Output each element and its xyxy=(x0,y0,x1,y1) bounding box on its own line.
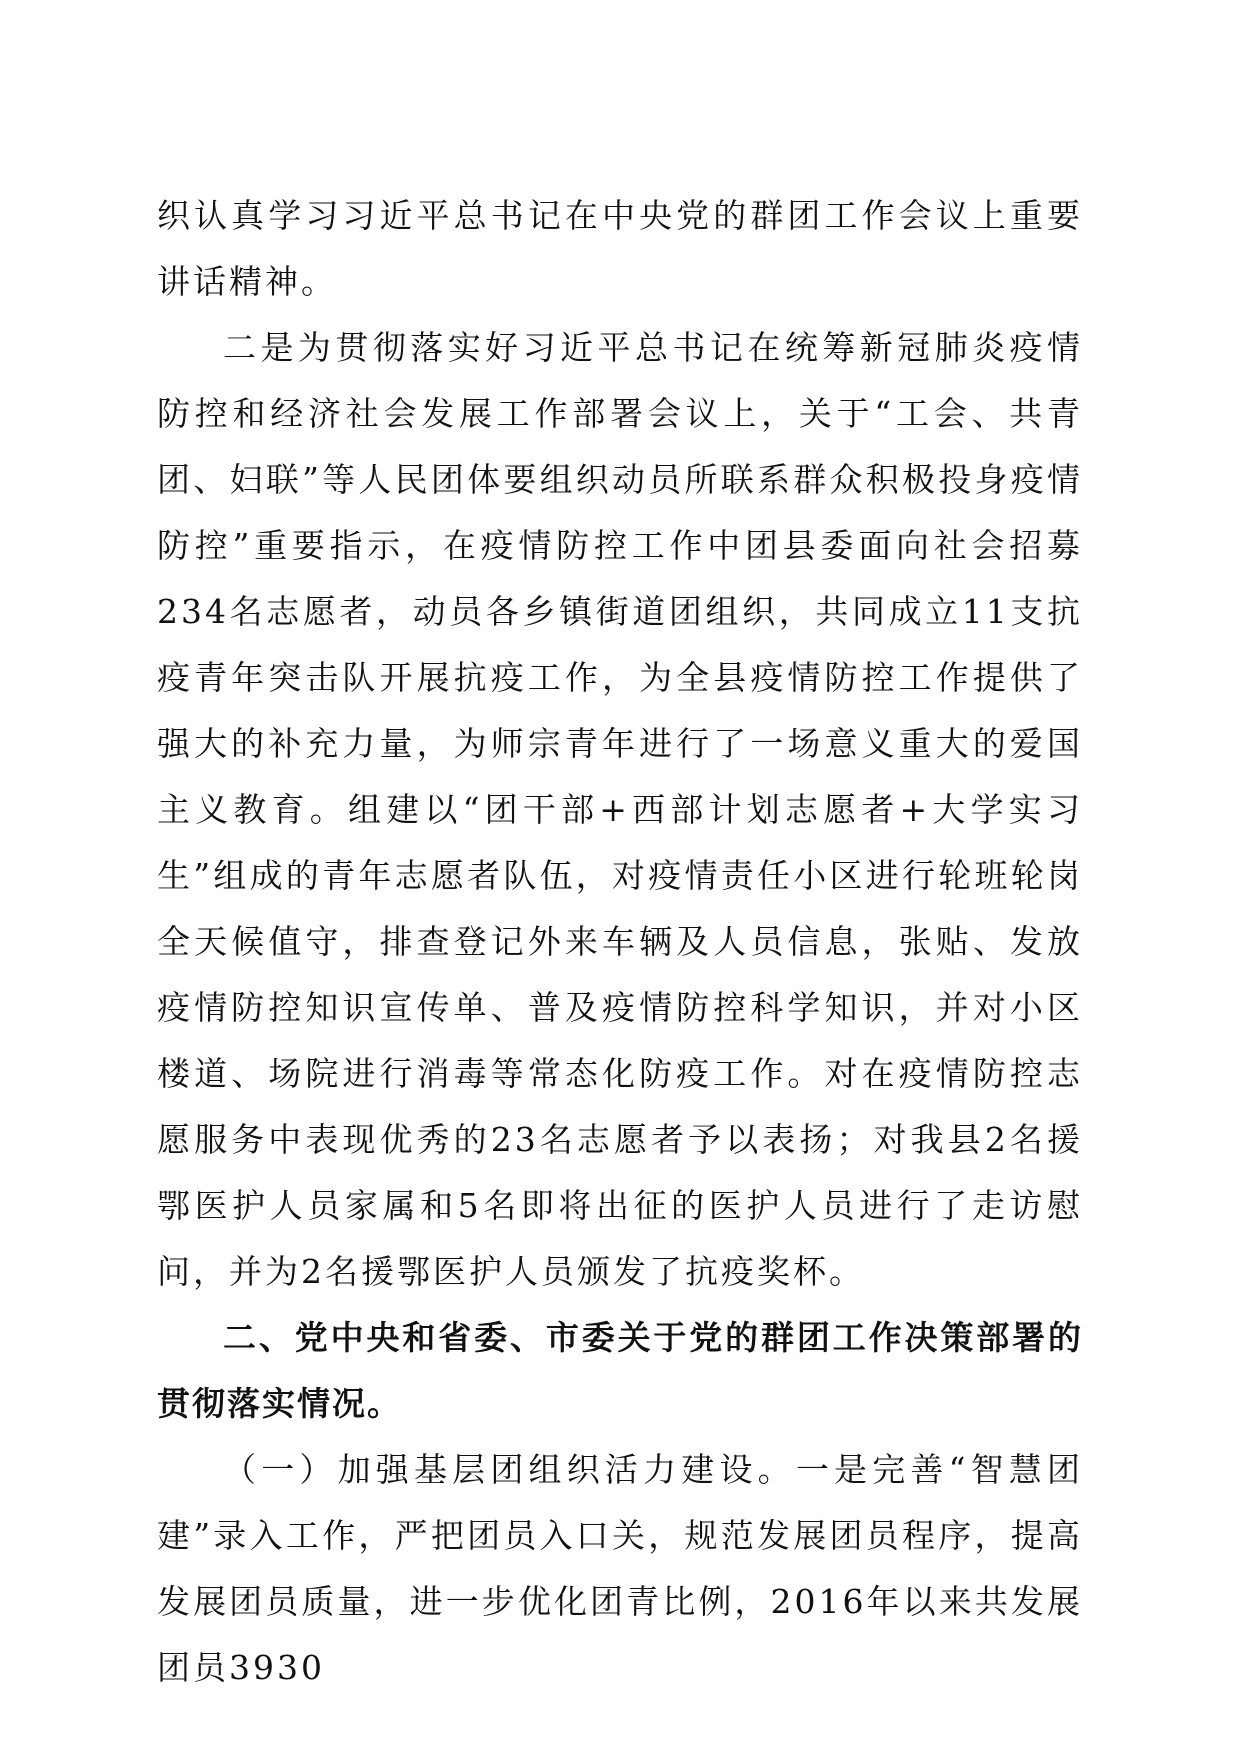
section-heading-implementation: 二、党中央和省委、市委关于党的群团工作决策部署的贯彻落实情况。 xyxy=(157,1318,1083,1423)
document-body xyxy=(157,183,1083,1701)
paragraph-continuation: 织认真学习习近平总书记在中央党的群团工作会议上重要讲话精神。 xyxy=(157,196,1083,301)
paragraph-grassroots-organization: （一）加强基层团组织活力建设。一是完善“智慧团建”录入工作，严把团员入口关，规范发展团员程序，提高发展团员质量，进一步优化团青比例，2016年以来共发展团员3930 xyxy=(157,1450,1083,1687)
paragraph-epidemic-volunteers: 二是为贯彻落实好习近平总书记在统筹新冠肺炎疫情防控和经济社会发展工作部署会议上，关于“工会、共青团、妇联”等人民团体要组织动员所联系群众积极投身疫情防控”重要指示，在疫情防控工作中团县委面向社会招募234名志愿者，动员各乡镇街道团组织，共同成立11支抗疫青年突击队开展抗疫工作，为全县疫情防控工作提供了强大的补充力量，为师宗青年进行了一场意义重大的爱国主义教育。组建以“团干部+西部计划志愿者+大学实习生”组成的青年志愿者队伍，对疫情责任小区进行轮班轮岗全天候值守，排查登记外来车辆及人员信息，张贴、发放疫情防控知识宣传单、普及疫情防控科学知识，并对小区楼道、场院进行消毒等常态化防疫工作。对在疫情防控志愿服务中表现优秀的23名志愿者予以表扬；对我县2名援鄂医护人员家属和5名即将出征的医护人员进行了走访慰问，并为2名援鄂医护人员颁发了抗疫奖杯。 xyxy=(157,328,1083,1291)
